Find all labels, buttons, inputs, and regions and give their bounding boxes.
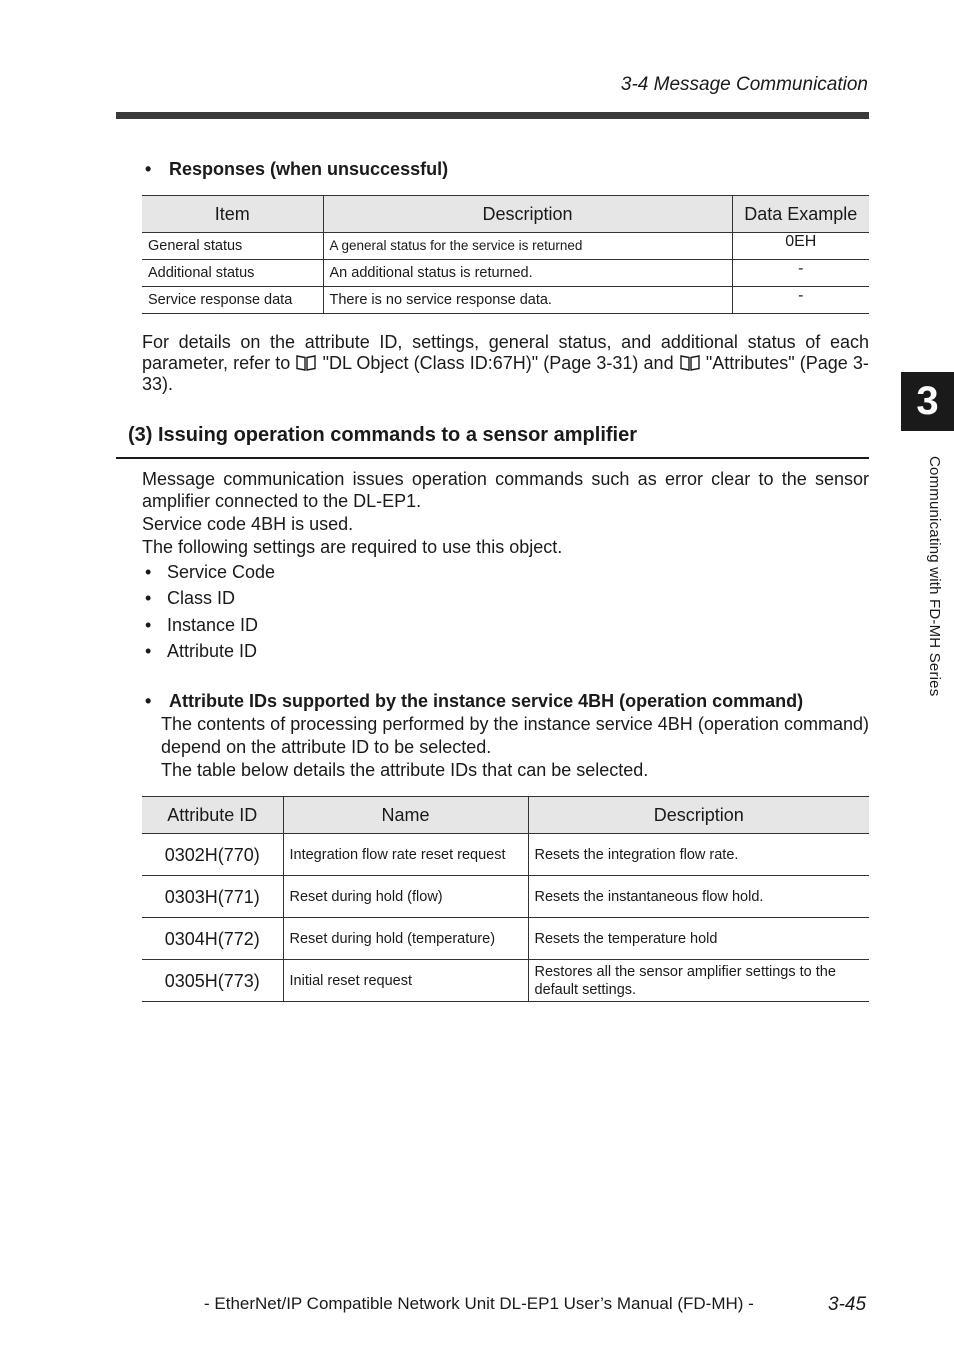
section-rule — [116, 457, 869, 459]
responses-table — [142, 195, 869, 314]
responses-heading — [145, 158, 448, 180]
table-cell: Reset during hold (temperature) — [283, 918, 528, 960]
column-header: Item — [142, 196, 323, 233]
column-header: Description — [528, 797, 869, 834]
details-link-text: "DL Object (Class ID:67H)" (Page 3-31) and — [322, 353, 674, 373]
column-header: Name — [283, 797, 528, 834]
table-row — [142, 834, 869, 876]
column-header: Data Example — [732, 196, 869, 233]
table-cell: 0303H(771) — [142, 876, 283, 918]
list-item: • Class ID — [145, 588, 236, 608]
chapter-side-label: Communicating with FD-MH Series — [926, 456, 943, 697]
table-cell: Additional status — [142, 260, 323, 287]
table-header-row — [142, 797, 869, 834]
section-title: (3) Issuing operation commands to a sensor amplifier — [128, 424, 637, 446]
table-cell: 0304H(772) — [142, 918, 283, 960]
details-paragraph — [142, 332, 869, 395]
table-cell: 0EH — [732, 233, 869, 260]
table-cell: Service response data — [142, 287, 323, 314]
list-item: • Attribute ID — [145, 641, 258, 661]
column-header: Description — [323, 196, 732, 233]
attribute-heading-text: Attribute IDs supported by the instance service 4BH (operation command) — [169, 691, 804, 711]
attribute-table — [142, 796, 869, 1002]
table-row — [142, 960, 869, 1002]
table-cell: General status — [142, 233, 323, 260]
bullet: • — [145, 159, 152, 179]
details-link-text: "Attributes" (Page 3-33). — [142, 353, 869, 394]
table-cell: 0302H(770) — [142, 834, 283, 876]
chapter-tab: 3 — [901, 372, 954, 431]
table-cell: Resets the instantaneous flow hold. — [528, 876, 869, 918]
list-item: • Service Code — [145, 562, 276, 582]
table-cell: Resets the temperature hold — [528, 918, 869, 960]
table-cell: 0305H(773) — [142, 960, 283, 1002]
book-icon — [679, 355, 701, 371]
column-header: Attribute ID — [142, 797, 283, 834]
attribute-paragraph-2: The table below details the attribute IDs that can be selected. — [161, 760, 649, 780]
table-cell: An additional status is returned. — [323, 260, 732, 287]
table-row — [142, 918, 869, 960]
responses-heading-text: Responses (when unsuccessful) — [169, 159, 449, 179]
table-header-row — [142, 196, 869, 233]
table-row — [142, 876, 869, 918]
list-item: • Instance ID — [145, 615, 259, 635]
table-cell: - — [732, 260, 869, 287]
header-rule — [116, 112, 869, 119]
book-icon — [295, 355, 317, 371]
table-cell: Initial reset request — [283, 960, 528, 1002]
table-cell: Restores all the sensor amplifier settings to the default settings. — [528, 960, 869, 1002]
table-row — [142, 233, 869, 260]
attribute-paragraph: The contents of processing performed by the instance service 4BH (operation command) depend on the attribute ID to be selected. — [161, 714, 869, 757]
running-header: 3-4 Message Communication — [620, 74, 868, 95]
table-cell: Resets the integration flow rate. — [528, 834, 869, 876]
table-row — [142, 287, 869, 314]
table-cell: A general status for the service is returned — [323, 233, 732, 260]
table-cell: - — [732, 287, 869, 314]
settings-intro: The following settings are required to use this object. — [142, 537, 563, 557]
details-text: For details on the attribute ID, settings, general status, and additional status of each parameter, refer to — [142, 332, 869, 373]
service-code-line: Service code 4BH is used. — [142, 514, 354, 534]
attribute-heading: • Attribute IDs supported by the instance service 4BH (operation command) — [145, 691, 804, 711]
section-intro: Message communication issues operation commands such as error clear to the sensor amplifier connected to the DL-EP1. — [142, 469, 869, 511]
table-row — [142, 260, 869, 287]
footer-manual-title: - EtherNet/IP Compatible Network Unit DL-EP1 User’s Manual (FD-MH) - — [204, 1294, 754, 1313]
table-cell: Integration flow rate reset request — [283, 834, 528, 876]
page-number: 3-45 — [828, 1294, 867, 1315]
table-cell: There is no service response data. — [323, 287, 732, 314]
table-cell: Reset during hold (flow) — [283, 876, 528, 918]
